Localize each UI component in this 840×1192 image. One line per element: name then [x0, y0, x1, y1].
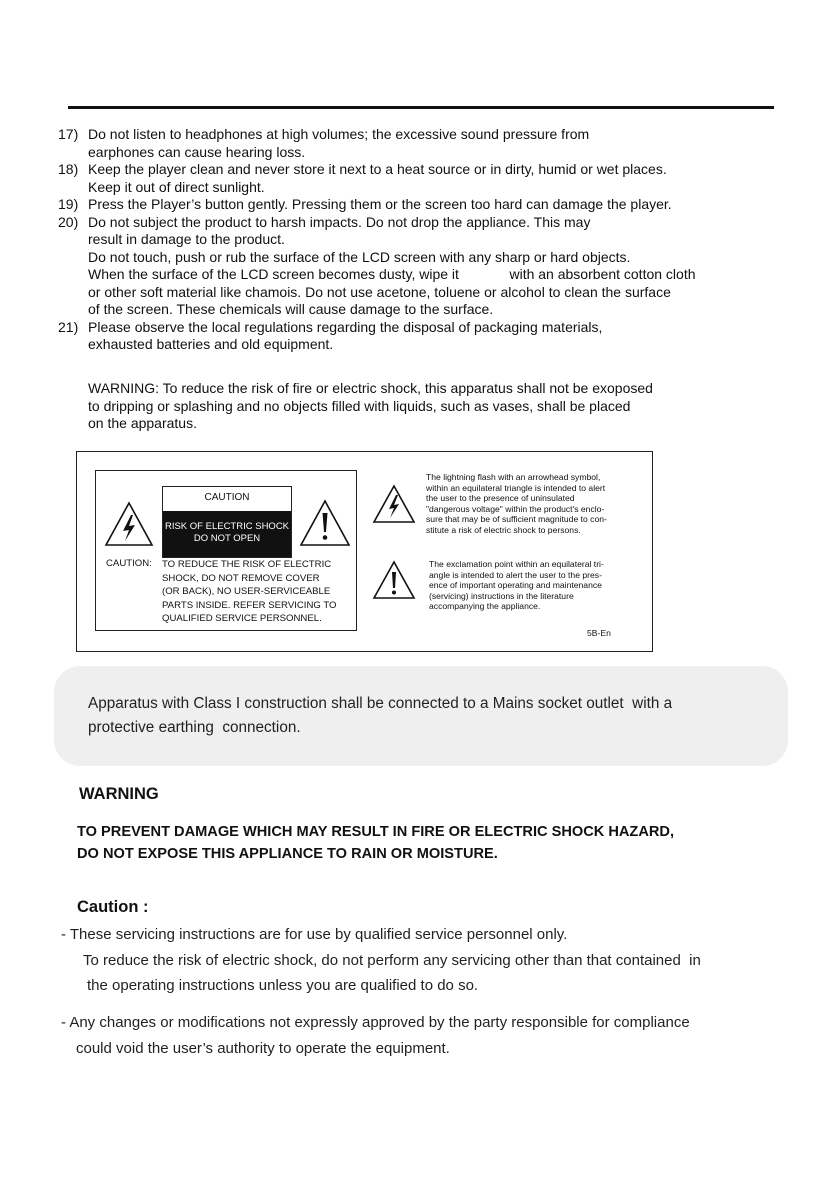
safety-item-21 [58, 319, 798, 354]
warning-paragraph [88, 380, 788, 433]
caution-label-panel [95, 470, 357, 631]
header-rule [68, 106, 774, 109]
warning-body-line: DO NOT EXPOSE THIS APPLIANCE TO RAIN OR MOISTURE. [77, 846, 498, 862]
lightning-desc-line: the user to the presence of uninsulated [426, 493, 575, 504]
caution-body-line: PARTS INSIDE. REFER SERVICING TO [162, 599, 337, 611]
item-line: Do not listen to headphones at high volumes; the excessive sound pressure from [88, 126, 590, 142]
caution-line: the operating instructions unless you are qualified to do so. [87, 977, 479, 994]
lightning-description [426, 472, 644, 536]
caution-line: - Any changes or modifications not expressly approved by the party responsible for compliance [61, 1014, 690, 1031]
caution-prefix: CAUTION: [106, 558, 152, 569]
caution-body-line: TO REDUCE THE RISK OF ELECTRIC [162, 559, 332, 570]
caution-body-line: (OR BACK), NO USER-SERVICEABLE [162, 586, 331, 598]
safety-item-19 [58, 196, 798, 214]
caution-line: could void the user’s authority to operate the equipment. [76, 1040, 450, 1057]
item-line: of the screen. These chemicals will cause damage to the surface. [88, 301, 494, 317]
warning-body [77, 821, 797, 865]
exclamation-triangle-icon [372, 560, 416, 600]
warning-body-line: TO PREVENT DAMAGE WHICH MAY RESULT IN FIRE OR ELECTRIC SHOCK HAZARD, [77, 824, 675, 840]
item-line: earphones can cause hearing loss. [88, 143, 306, 160]
caution-label-title: CAUTION [204, 492, 250, 503]
caution-line: - These servicing instructions are for use by qualified service personnel only. [61, 926, 568, 943]
item-number: 21) [58, 318, 79, 335]
warning-heading: WARNING [79, 785, 159, 803]
class1-notice [54, 666, 788, 766]
exclamation-triangle-icon [299, 499, 351, 547]
item-line: exhausted batteries and old equipment. [88, 336, 334, 352]
item-line: or other soft material like chamois. Do not use acetone, toluene or alcohol to clean the surface [88, 283, 671, 300]
item-line: Press the Player’s button gently. Pressing them or the screen too hard can damage the player. [88, 196, 672, 212]
caution-risk-block [163, 511, 291, 557]
lightning-desc-line: stitute a risk of electric shock to persons. [426, 524, 581, 535]
document-code: 5B-En [587, 628, 611, 638]
item-number: 18) [58, 161, 79, 177]
warning-line: WARNING: To reduce the risk of fire or electric shock, this apparatus shall not be exoposed [88, 380, 653, 396]
lightning-desc-line: The lightning flash with an arrowhead symbol, [426, 472, 601, 482]
item-number: 17) [58, 126, 79, 142]
exclamation-desc-line: The exclamation point within an equilateral tri- [429, 559, 604, 569]
caution-risk-line: RISK OF ELECTRIC SHOCK [164, 521, 290, 532]
caution-body-line: SHOCK, DO NOT REMOVE COVER [162, 572, 320, 584]
exclamation-desc-line: accompanying the appliance. [429, 601, 541, 612]
item-number: 19) [58, 196, 79, 212]
caution-symbol-box [76, 451, 653, 652]
item-line: Keep the player clean and never store it next to a heat source or in dirty, humid or wet places. [88, 161, 667, 177]
item-line: result in damage to the product. [88, 231, 285, 247]
lightning-desc-line: "dangerous voltage" within the product's enclo- [426, 503, 605, 514]
warning-line: on the apparatus. [88, 415, 197, 431]
warning-line: to dripping or splashing and no objects filled with liquids, such as vases, shall be placed [88, 397, 631, 414]
caution-label [162, 486, 292, 558]
item-line: Keep it out of direct sunlight. [88, 178, 265, 195]
caution-risk-line: DO NOT OPEN [193, 533, 261, 544]
lightning-triangle-icon [104, 501, 154, 547]
lightning-desc-line: within an equilateral triangle is intended to alert [426, 482, 606, 493]
item-number: 20) [58, 213, 79, 230]
item-line: Do not touch, push or rub the surface of the LCD screen with any sharp or hard objects. [88, 248, 631, 265]
item-line: Do not subject the product to harsh impacts. Do not drop the appliance. This may [88, 213, 591, 230]
lightning-desc-line: sure that may be of sufficient magnitude to con- [426, 514, 607, 525]
safety-item-18 [58, 161, 798, 196]
caution-body [162, 558, 358, 626]
class1-line: protective earthing connection. [88, 719, 301, 736]
caution-heading: Caution : [77, 898, 149, 916]
class1-line: Apparatus with Class I construction shall be connected to a Mains socket outlet with a [88, 695, 673, 712]
caution-body-line: QUALIFIED SERVICE PERSONNEL. [162, 613, 322, 625]
exclamation-description [429, 559, 644, 612]
item-line: When the surface of the LCD screen becomes dusty, wipe it with an absorbent cotton cloth [88, 266, 696, 282]
exclamation-desc-line: (servicing) instructions in the literature [429, 590, 574, 601]
caution-line: To reduce the risk of electric shock, do not perform any servicing other than that contained in [83, 952, 701, 969]
safety-list [58, 126, 798, 354]
exclamation-desc-line: angle is intended to alert the user to the pres- [429, 569, 602, 580]
exclamation-desc-line: ence of important operating and maintenance [429, 580, 602, 591]
item-line: Please observe the local regulations regarding the disposal of packaging materials, [88, 318, 603, 335]
safety-item-17 [58, 126, 798, 161]
safety-item-20 [58, 214, 798, 319]
class1-notice-text [88, 692, 768, 740]
lightning-triangle-icon [372, 484, 416, 524]
